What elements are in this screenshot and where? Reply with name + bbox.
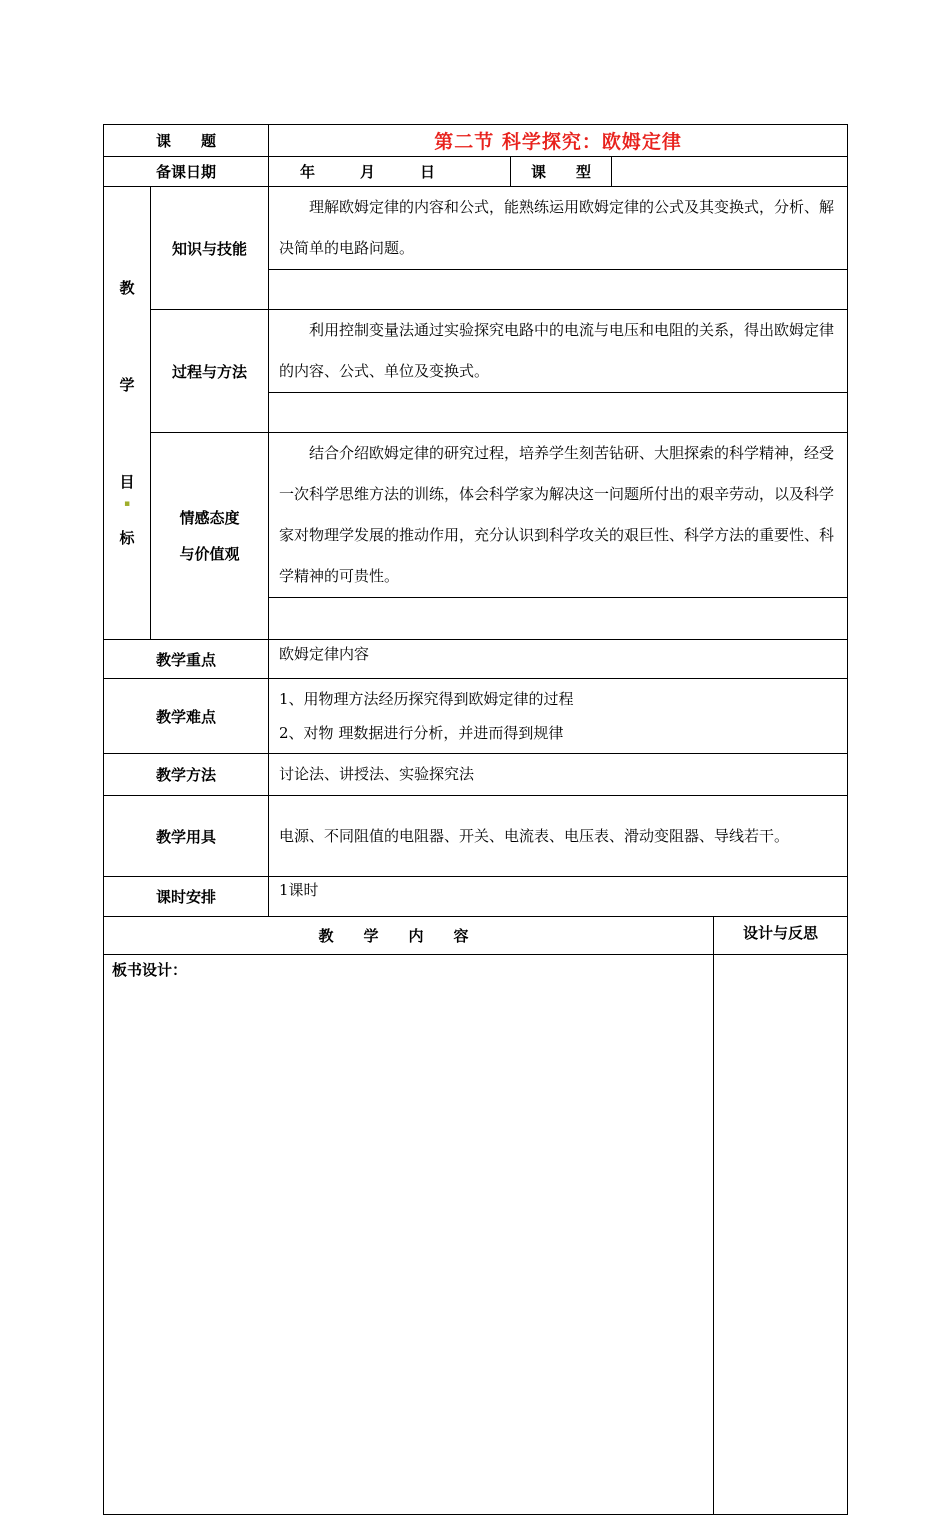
- difficulty-item-2: 2、对物 理数据进行分析，并进而得到规律: [279, 724, 564, 742]
- lesson-title: 第二节 科学探究：欧姆定律: [269, 125, 848, 157]
- process-label: 过程与方法: [151, 310, 269, 433]
- tools-text: 电源、不同阻值的电阻器、开关、电流表、电压表、滑动变阻器、导线若干。: [269, 796, 848, 877]
- reflection-area: [714, 955, 848, 1515]
- tools-label: 教学用具: [104, 796, 269, 877]
- objectives-char-2: 学: [119, 376, 135, 394]
- process-blank: [269, 393, 848, 433]
- methods-text: 讨论法、讲授法、实验探究法: [269, 754, 848, 796]
- attitude-blank: [269, 598, 848, 640]
- type-value: [612, 157, 848, 187]
- decorative-dot: ▪: [123, 499, 131, 509]
- difficulties-text: [269, 679, 848, 754]
- attitude-label: [151, 433, 269, 640]
- reflection-header: 设计与反思: [714, 917, 848, 955]
- date-field: [269, 157, 511, 187]
- content-table: [103, 916, 848, 1515]
- board-design-area: [104, 955, 714, 1515]
- knowledge-label: 知识与技能: [151, 187, 269, 310]
- objectives-char-1: 教: [119, 279, 135, 297]
- attitude-label-line-1: 情感态度: [179, 509, 240, 527]
- methods-label: 教学方法: [104, 754, 269, 796]
- schedule-label: 课时安排: [104, 877, 269, 917]
- date-label: 备课日期: [104, 157, 269, 187]
- knowledge-blank: [269, 270, 848, 310]
- attitude-label-line-2: 与价值观: [179, 545, 240, 563]
- process-text: 利用控制变量法通过实验探究电路中的电流与电压和电阻的关系，得出欧姆定律的内容、公式、单位及变换式。: [269, 310, 848, 393]
- objectives-char-4: 标: [119, 529, 135, 547]
- objectives-section-label: [104, 187, 151, 640]
- attitude-text: 结合介绍欧姆定律的研究过程，培养学生刻苦钻研、大胆探索的科学精神，经受一次科学思维方法的训练，体会科学家为解决这一问题所付出的艰辛劳动，以及科学家对物理学发展的推动作用，充分认识到科学攻关的艰巨性、科学方法的重要性、科学精神的可贵性。: [269, 433, 848, 598]
- key-points-text: 欧姆定律内容: [269, 640, 848, 679]
- date-day: 日: [420, 163, 436, 181]
- lesson-plan-document: [103, 124, 847, 1515]
- objectives-char-3: 目: [119, 473, 135, 491]
- content-header: 教 学 内 容: [104, 917, 714, 955]
- date-month: 月: [360, 163, 376, 181]
- schedule-text: 1课时: [269, 877, 848, 917]
- board-design-label: 板书设计：: [112, 961, 188, 979]
- knowledge-text: 理解欧姆定律的内容和公式，能熟练运用欧姆定律的公式及其变换式，分析、解决简单的电路问题。: [269, 187, 848, 270]
- key-points-label: 教学重点: [104, 640, 269, 679]
- difficulties-label: 教学难点: [104, 679, 269, 754]
- type-label: 课 型: [511, 157, 612, 187]
- lesson-plan-table: [103, 124, 848, 917]
- difficulty-item-1: 1、用物理方法经历探究得到欧姆定律的过程: [279, 690, 574, 708]
- topic-label: 课 题: [104, 125, 269, 157]
- date-year: 年: [300, 163, 316, 181]
